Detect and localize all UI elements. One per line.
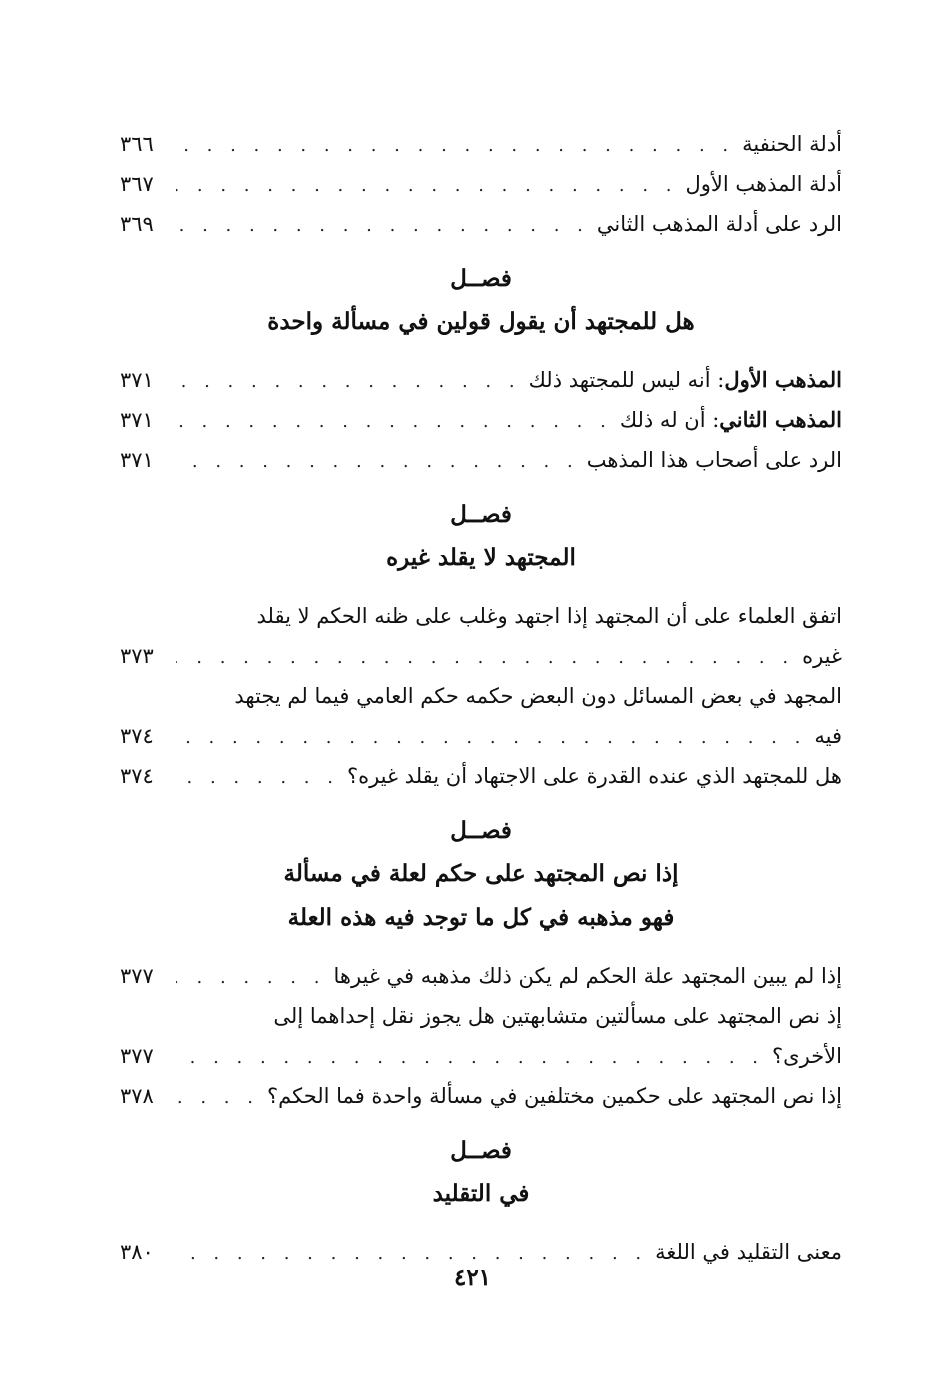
toc-entry	[120, 164, 842, 204]
leader-dots	[176, 166, 678, 206]
section-heading: في التقليد	[432, 1180, 530, 1207]
leader-dots	[176, 362, 521, 402]
entry-page: ٣٧١	[120, 408, 154, 432]
entry-page: ٣٦٩	[120, 212, 154, 236]
entry-page: ٣٧١	[120, 368, 154, 392]
entry-page: ٣٦٧	[120, 172, 154, 196]
leader-dots	[176, 638, 794, 678]
toc-entry	[120, 360, 842, 400]
entry-page: ٣٧٤	[120, 764, 154, 788]
section-label: فصــل	[450, 265, 512, 292]
table-of-contents	[120, 124, 842, 1272]
entry-page: ٣٧٧	[120, 964, 154, 988]
leader-dots	[176, 958, 325, 998]
section-label: فصــل	[450, 501, 512, 528]
entry-title	[529, 360, 842, 400]
entry-title: معنى التقليد في اللغة	[655, 1240, 842, 1264]
toc-entry	[120, 756, 842, 796]
leader-dots	[176, 126, 734, 166]
section-label: فصــل	[450, 1137, 512, 1164]
section-heading: المجتهد لا يقلد غيره	[386, 544, 576, 571]
page-number: ٤٢١	[453, 1264, 492, 1291]
leader-dots	[176, 1078, 259, 1118]
entry-title: أدلة الحنفية	[742, 132, 842, 156]
section-heading: هل للمجتهد أن يقول قولين في مسألة واحدة	[267, 308, 695, 335]
entry-title: أدلة المذهب الأول	[685, 172, 842, 196]
entry-title: إذا نص المجتهد على حكمين مختلفين في مسألة واحدة فما الحكم؟	[266, 1084, 842, 1108]
entry-title: فيه	[814, 724, 842, 748]
leader-dots	[176, 1038, 764, 1078]
leader-dots	[176, 718, 806, 758]
entry-page: ٣٦٦	[120, 132, 154, 156]
entry-page: ٣٨٠	[120, 1240, 154, 1264]
toc-entry	[120, 1036, 842, 1076]
entry-page: ٣٧٨	[120, 1084, 154, 1108]
entry-label: المذهب الأول	[724, 367, 842, 392]
toc-entry	[120, 1076, 842, 1116]
entry-text: : أنه ليس للمجتهد ذلك	[528, 368, 725, 392]
entry-title: الرد على أصحاب هذا المذهب	[586, 448, 842, 472]
leader-dots	[176, 206, 589, 246]
leader-dots	[176, 758, 339, 798]
entry-page: ٣٧٤	[120, 724, 154, 748]
entry-title: الأخرى؟	[772, 1044, 842, 1068]
entry-page: ٣٧٣	[120, 644, 154, 668]
toc-entry	[120, 716, 842, 756]
leader-dots	[176, 402, 612, 442]
entry-label: المذهب الثاني	[719, 407, 842, 432]
section-heading: فهو مذهبه في كل ما توجد فيه هذه العلة	[287, 904, 675, 931]
entry-text: : أن له ذلك	[619, 408, 720, 432]
entry-title: هل للمجتهد الذي عنده القدرة على الاجتهاد أن يقلد غيره؟	[346, 764, 842, 788]
toc-entry	[120, 204, 842, 244]
entry-title: غيره	[802, 644, 842, 668]
entry-title: الرد على أدلة المذهب الثاني	[596, 212, 842, 236]
entry-first-line: المجهد في بعض المسائل دون البعض حكمه حكم العامي فيما لم يجتهد	[234, 684, 842, 708]
entry-page: ٣٧١	[120, 448, 154, 472]
toc-entry	[120, 956, 842, 996]
entry-first-line: إذ نص المجتهد على مسألتين متشابهتين هل يجوز نقل إحداهما إلى	[273, 1004, 842, 1028]
entry-title	[620, 400, 842, 440]
leader-dots	[176, 442, 579, 482]
entry-first-line: اتفق العلماء على أن المجتهد إذا اجتهد وغلب على ظنه الحكم لا يقلد	[256, 604, 842, 628]
entry-page: ٣٧٧	[120, 1044, 154, 1068]
section-label: فصــل	[450, 817, 512, 844]
toc-entry	[120, 124, 842, 164]
entry-title: إذا لم يبين المجتهد علة الحكم لم يكن ذلك مذهبه في غيرها	[333, 964, 842, 988]
toc-entry	[120, 636, 842, 676]
section-heading: إذا نص المجتهد على حكم لعلة في مسألة	[283, 860, 679, 887]
toc-entry	[120, 400, 842, 440]
toc-entry	[120, 440, 842, 480]
